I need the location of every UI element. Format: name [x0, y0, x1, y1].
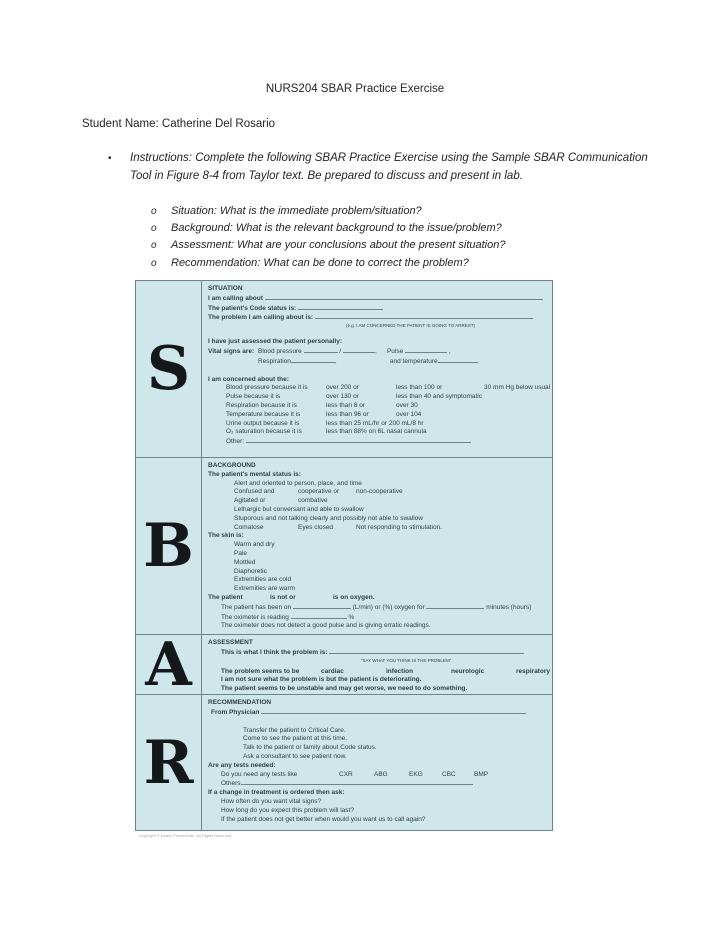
form-line — [208, 639, 546, 648]
blank-field — [438, 357, 478, 363]
sbar-content-background — [202, 458, 552, 634]
form-text: Transfer the patient to Critical Care. — [243, 726, 346, 734]
form-text: BACKGROUND — [208, 462, 256, 469]
form-text: Blood pressure — [258, 347, 304, 355]
form-text: BMP — [474, 770, 489, 778]
instructions-text: Instructions: Complete the following SBAR Practice Exercise using the Sample SBAR Communication Tool in Figure 8-4 from Taylor text. Be prepared to discuss and present in lab. — [130, 152, 648, 182]
form-line — [208, 771, 546, 780]
form-text: Are any tests needed: — [208, 761, 276, 769]
sbar-row-background — [136, 458, 552, 635]
sbar-letter-b: B — [136, 458, 202, 634]
form-text: I have just assessed the patient personally: — [208, 338, 343, 346]
sbar-letter-a: A — [136, 635, 202, 694]
form-text: Agitated or — [234, 497, 266, 505]
blank-field — [291, 613, 347, 619]
blank-field — [261, 708, 526, 714]
instructions-block — [108, 150, 648, 185]
form-line — [208, 622, 546, 631]
form-text: , — [447, 347, 451, 355]
form-line — [208, 304, 546, 314]
sbar-definition-text: Recommendation: What can be done to correct the problem? — [171, 256, 469, 269]
form-text: Eyes closed — [298, 523, 334, 531]
blank-field — [293, 603, 351, 609]
sbar-definition-item — [151, 203, 505, 220]
form-text: How long do you expect this problem will last? — [221, 806, 354, 814]
form-line — [208, 753, 546, 762]
sbar-content-situation — [202, 281, 552, 457]
sbar-row-situation — [136, 281, 552, 458]
sbar-definition-text: Assessment: What are your conclusions about the present situation? — [171, 239, 506, 252]
form-text: CBC — [442, 770, 456, 778]
form-line — [208, 789, 546, 798]
form-text: (L/min) or (%) oxygen for — [350, 603, 427, 611]
form-text: Comatose — [234, 523, 264, 531]
form-text: Confused and — [234, 488, 275, 496]
form-text: , — [334, 357, 337, 365]
form-text: How often do you want vital signs? — [221, 797, 322, 805]
blank-field — [246, 437, 471, 443]
form-text: The oximeter does not detect a good pulse and is giving erratic readings. — [221, 622, 431, 630]
form-text: combative — [298, 497, 328, 505]
sbar-letter-r: R — [136, 695, 202, 830]
form-text: Temperature because it is — [226, 410, 301, 418]
blank-field — [343, 347, 375, 353]
form-text: cooperative or — [298, 488, 340, 496]
sbar-definition-list — [151, 203, 505, 272]
form-line — [208, 648, 546, 658]
form-line — [208, 384, 551, 393]
form-line — [208, 594, 546, 603]
form-text: Other: — [226, 438, 246, 446]
form-text: O₂ saturation because it is — [226, 428, 302, 436]
form-line — [208, 294, 546, 304]
form-text: % — [346, 613, 355, 621]
student-name-line: Student Name: Catherine Del Rosario — [82, 118, 276, 130]
form-line — [208, 613, 546, 623]
circle-bullet-marker: o — [151, 257, 157, 269]
blank-field — [265, 294, 543, 300]
form-text: From Physician — [211, 708, 262, 716]
form-text: Ask a consultant to see patient now. — [243, 752, 347, 760]
form-text: ABG — [374, 770, 388, 778]
form-text: The patient — [208, 593, 243, 601]
form-line — [208, 816, 546, 825]
circle-bullet-marker: o — [151, 223, 157, 235]
form-line — [208, 497, 546, 506]
form-text: over 200 or — [326, 384, 359, 392]
form-line — [208, 376, 546, 385]
blank-field — [291, 357, 335, 363]
sbar-definition-text: Situation: What is the immediate problem/situation? — [171, 205, 422, 217]
blank-field — [426, 603, 484, 609]
form-line — [208, 550, 546, 559]
form-text: is not or — [270, 593, 296, 601]
form-line — [208, 515, 546, 524]
form-text: Lethargic but conversant and able to swallow — [234, 505, 364, 513]
blank-field — [315, 313, 533, 319]
blank-field — [298, 304, 383, 310]
form-text: over 104 — [396, 410, 422, 418]
form-line — [208, 402, 546, 411]
form-line — [208, 568, 546, 577]
form-text: Pulse — [386, 347, 406, 355]
form-text: “SAY WHAT YOU THINK IS THE PROBLEM” — [361, 657, 452, 663]
form-line — [208, 338, 546, 347]
sbar-row-recommendation — [136, 695, 552, 830]
form-line — [208, 559, 546, 568]
form-text: Alert and oriented to person, place, and time — [234, 479, 362, 487]
form-text: The skin is: — [208, 532, 244, 540]
form-text: Pulse because it is — [226, 393, 281, 401]
form-text: over 130 or — [326, 393, 359, 401]
sbar-definition-item — [151, 237, 505, 254]
sbar-definition-text: Background: What is the relevant background to the issue/problem? — [171, 222, 502, 235]
form-line — [208, 541, 546, 550]
form-line — [208, 744, 546, 753]
form-line — [208, 576, 546, 585]
form-text: less than 8 or — [326, 401, 366, 409]
form-text: Come to see the patient at this time. — [243, 735, 348, 743]
form-text: The patient has been on — [221, 603, 293, 611]
form-text: Talk to the patient or family about Code status. — [243, 744, 377, 752]
form-text: less than 96 or — [326, 410, 369, 418]
form-text: less than 25 mL/hr or 200 mL/8 hr — [326, 419, 424, 427]
form-line — [208, 357, 546, 367]
form-text: Do you need any tests like — [221, 770, 298, 778]
form-text: I am calling about — [208, 294, 265, 302]
form-line — [208, 727, 546, 736]
form-text: Diaphoretic — [234, 567, 267, 575]
form-text: Others — [221, 780, 241, 788]
form-line — [208, 524, 546, 533]
form-line — [208, 807, 546, 816]
form-line — [208, 347, 546, 357]
form-line — [208, 779, 546, 789]
form-line — [208, 603, 546, 613]
form-text: minutes (hours) — [484, 603, 532, 611]
form-text: This is what I think the problem is: — [221, 648, 330, 656]
form-text: If a change in treatment is ordered then ask: — [208, 789, 345, 797]
form-text: The patient's Code status is: — [208, 304, 299, 312]
form-text: infection — [386, 667, 414, 675]
form-line — [208, 393, 546, 402]
form-line — [208, 323, 546, 329]
form-line — [208, 420, 546, 429]
form-line — [208, 667, 550, 677]
form-line — [208, 762, 546, 771]
form-text: / — [337, 347, 343, 355]
form-line — [208, 699, 546, 708]
circle-bullet-marker: o — [151, 206, 157, 217]
form-text: SITUATION — [208, 285, 243, 292]
form-line — [208, 428, 546, 437]
form-text: Blood pressure because it is — [226, 384, 308, 392]
form-line — [208, 658, 546, 664]
sbar-table — [135, 280, 553, 831]
copyright-line: Copyright © Kaiser Permanente. All Rights Reserved. — [139, 834, 233, 838]
form-text: Extremities are warm — [234, 585, 296, 593]
form-line — [208, 708, 546, 718]
form-text: Pale — [234, 549, 248, 557]
form-line — [208, 462, 546, 471]
form-text: The patient seems to be unstable and may get worse, we need to do something. — [221, 685, 468, 693]
form-text: The problem I am calling about is: — [208, 314, 315, 322]
form-text: Mottled — [234, 558, 256, 566]
form-text: RECOMMENDATION — [208, 699, 272, 706]
form-text: respiratory — [516, 667, 550, 675]
form-line — [208, 676, 546, 685]
form-text: Vital signs are: — [208, 347, 255, 355]
blank-field — [329, 648, 524, 654]
page-title: NURS204 SBAR Practice Exercise — [265, 83, 445, 95]
form-text: over 30 — [396, 401, 418, 409]
form-text: CXR — [339, 770, 353, 778]
form-text: Stuporous and not talking clearly and possibly not able to swallow — [234, 514, 423, 522]
form-line — [208, 480, 546, 489]
blank-field — [405, 347, 447, 353]
form-text: The patient's mental status is: — [208, 470, 301, 478]
form-line — [208, 532, 546, 541]
form-line — [208, 285, 546, 294]
sbar-content-recommendation — [202, 695, 552, 830]
form-text: The problem seems to be — [221, 667, 300, 675]
form-text: The oximeter is reading — [221, 613, 291, 621]
form-line — [208, 488, 546, 497]
form-text: less than 40 and symptomatic — [396, 393, 482, 401]
form-line — [208, 471, 546, 480]
form-text: less than 88% on 6L nasal cannula — [326, 428, 427, 436]
form-text: (e.g. I AM CONCERNED THE PATIENT IS GOING TO ARREST) — [346, 323, 476, 329]
form-text: Not responding to stimulation. — [356, 523, 442, 531]
form-text: ASSESSMENT — [208, 639, 253, 646]
form-line — [208, 585, 546, 594]
form-text: non-cooperative — [356, 488, 403, 496]
form-text: and temperature — [389, 357, 438, 365]
sbar-definition-item — [151, 220, 505, 237]
form-text: , — [374, 347, 377, 355]
sbar-content-assessment — [202, 635, 552, 694]
form-text: cardiac — [321, 667, 344, 675]
form-text: Respiration because it is — [226, 401, 297, 409]
form-line — [208, 437, 546, 447]
form-text: Extremities are cold — [234, 576, 292, 584]
sbar-definition-item — [151, 255, 505, 272]
blank-field — [241, 779, 473, 785]
form-text: I am not sure what the problem is but the patient is deteriorating. — [221, 676, 422, 684]
form-text: If the patient does not get better when would you want us to call again? — [221, 815, 426, 823]
form-text: I am concerned about the: — [208, 375, 289, 383]
form-line — [208, 506, 546, 515]
form-line — [208, 735, 546, 744]
form-line — [208, 411, 546, 420]
form-text: less than 100 or — [396, 384, 443, 392]
form-text: Respiration — [258, 357, 291, 365]
form-text: is on oxygen. — [333, 593, 375, 601]
form-text: EKG — [409, 770, 423, 778]
bullet-marker: • — [108, 153, 112, 164]
sbar-letter-s: S — [136, 281, 202, 457]
blank-field — [304, 347, 338, 353]
form-text: 30 mm Hg below usual — [484, 384, 551, 392]
form-line — [208, 313, 546, 323]
form-line — [208, 685, 546, 694]
sbar-row-assessment — [136, 629, 552, 700]
form-text: neurologic — [451, 667, 485, 675]
form-text: Warm and dry — [234, 541, 275, 549]
form-text: Urine output because it is — [226, 419, 300, 427]
circle-bullet-marker: o — [151, 240, 157, 252]
form-line — [208, 798, 546, 807]
